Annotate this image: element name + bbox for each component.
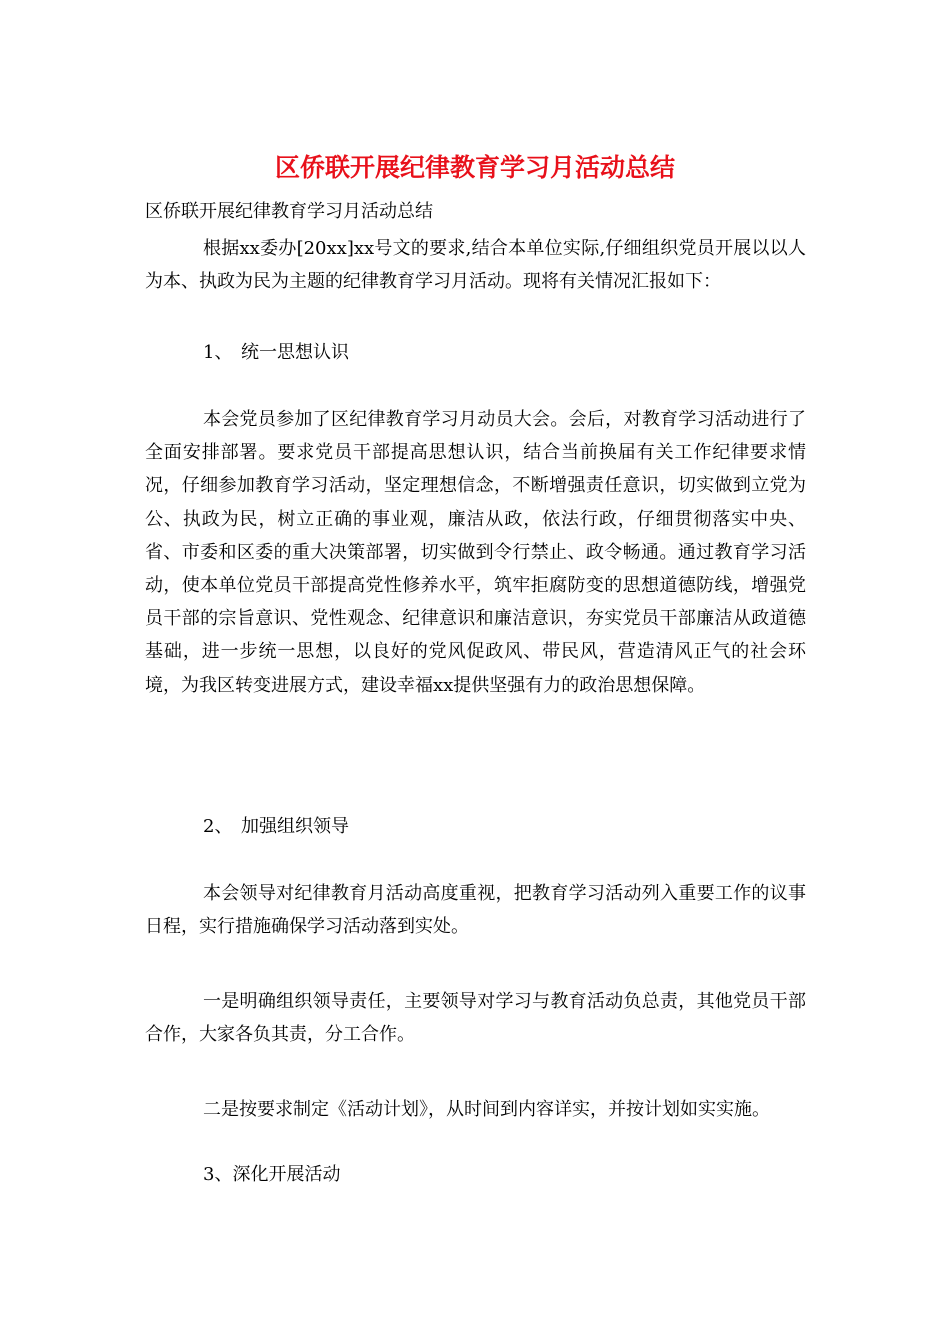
intro-paragraph: 根据xx委办[20xx]xx号文的要求,结合本单位实际,仔细组织党员开展以以人为本、执政为民为主题的纪律教育学习月活动。现将有关情况汇报如下： [145, 238, 806, 293]
section-3-heading-text: 深化开展活动 [232, 1164, 341, 1185]
section-1-heading [203, 337, 349, 369]
section-1-number: 1、 [203, 342, 233, 363]
section-1-heading-text: 统一思想认识 [241, 342, 349, 363]
section-2-heading [203, 811, 349, 843]
section-2-number: 2、 [203, 816, 233, 837]
section-2-body: 本会领导对纪律教育月活动高度重视，把教育学习活动列入重要工作的议事日程，实行措施确保学习活动落到实处。 [145, 883, 806, 938]
section-3-number: 3、 [203, 1164, 233, 1185]
section-2-item-2: 二是按要求制定《活动计划》，从时间到内容详实，并按计划如实实施。 [203, 1099, 770, 1120]
section-3-heading [203, 1159, 340, 1191]
document-subtitle: 区侨联开展纪律教育学习月活动总结 [145, 201, 433, 222]
section-2-heading-text: 加强组织领导 [241, 816, 349, 837]
document-title: 区侨联开展纪律教育学习月活动总结 [274, 153, 675, 182]
section-1-body: 本会党员参加了区纪律教育学习月动员大会。会后，对教育学习活动进行了全面安排部署。要求党员干部提高思想认识，结合当前换届有关工作纪律要求情况，仔细参加教育学习活动，坚定理想信念，不断增强责任意识，切实做到立党为公、执政为民，树立正确的事业观，廉洁从政，依法行政，仔细贯彻落实中央、省、市委和区委的重大决策部署，切实做到令行禁止、政令畅通。通过教育学习活动，使本单位党员干部提高党性修养水平，筑牢拒腐防变的思想道德防线，增强党员干部的宗旨意识、党性观念、纪律意识和廉洁意识，夯实党员干部廉洁从政道德基础，进一步统一思想，以良好的党风促政风、带民风，营造清风正气的社会环境，为我区转变进展方式，建设幸福xx提供坚强有力的政治思想保障。 [145, 409, 806, 696]
section-2-item-1: 一是明确组织领导责任，主要领导对学习与教育活动负总责，其他党员干部合作，大家各负其责，分工合作。 [145, 991, 806, 1046]
